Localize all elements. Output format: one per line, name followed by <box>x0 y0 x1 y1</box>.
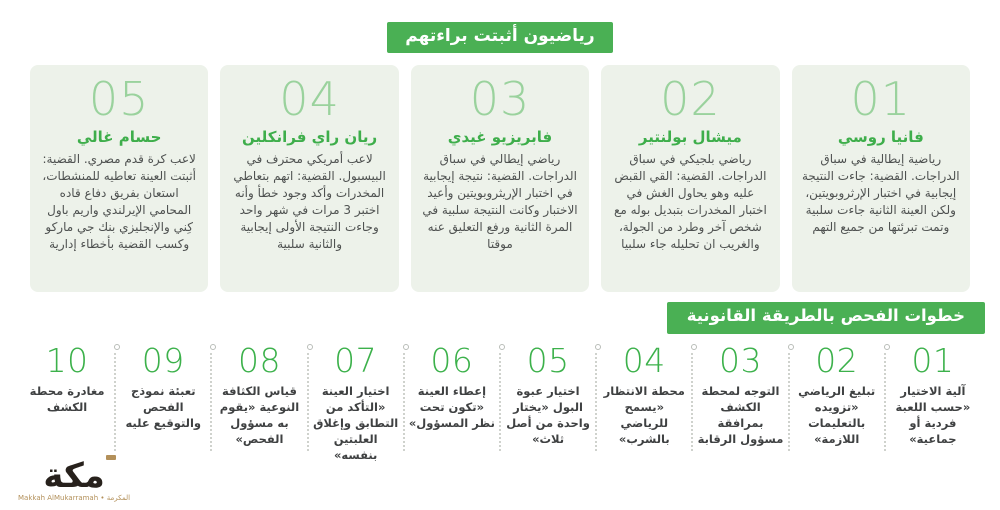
timeline-step-04 <box>597 340 691 455</box>
timeline-separator <box>210 353 212 451</box>
timeline-dot-icon <box>788 344 794 350</box>
athlete-card-01 <box>792 65 970 292</box>
step-text: محطة الانتظار «يسمح للرياضي بالشرب» <box>603 383 685 447</box>
makkah-newspaper-logo <box>18 456 131 502</box>
step-number: 08 <box>237 340 281 380</box>
step-number: 07 <box>334 340 378 380</box>
timeline-step-06 <box>405 340 499 455</box>
athlete-number: 03 <box>469 72 531 126</box>
timeline-step-09 <box>116 340 210 455</box>
timeline-dot-icon <box>499 344 505 350</box>
athletes-row <box>30 65 970 292</box>
athlete-card-04 <box>220 65 398 292</box>
logo-wordmark: مكة <box>43 456 105 496</box>
step-number: 06 <box>430 340 474 380</box>
athlete-name: فانيا روسي <box>837 127 924 146</box>
timeline-dot-icon <box>595 344 601 350</box>
athlete-number: 04 <box>279 72 340 126</box>
logo-subtitle: المكرمة • Makkah AlMukarramah <box>18 494 131 502</box>
athlete-number: 02 <box>660 72 721 126</box>
timeline-step-07 <box>309 340 403 463</box>
athlete-description: رياضية إيطالية في سباق الدراجات. القضية: جاءت النتيجة إيجابية في اختبار الإرثروبويتين، ولكن العينة الثانية جاءت سلبية وتمت تبرئتها من جميع التهم <box>801 151 960 235</box>
athlete-card-03 <box>411 65 589 292</box>
steps-banner: خطوات الفحص بالطريقة القانونية <box>667 302 985 334</box>
step-text: قياس الكثافة النوعية «يقوم به مسؤول الفحص» <box>219 383 300 447</box>
athlete-description: لاعب أمريكي محترف في البيسبول. القضية: اتهم بتعاطي المخدرات وأكد وجود خطأ وأنه اختبر 3 مرات في شهر واحد وجاءت النتيجة الأولى إيجابية والثانية سلبية <box>233 151 386 252</box>
step-number: 09 <box>141 340 185 380</box>
step-number: 01 <box>911 340 955 380</box>
timeline-dot-icon <box>210 344 216 350</box>
timeline-step-01 <box>886 340 980 455</box>
timeline-step-03 <box>693 340 787 455</box>
step-text: مغادرة محطة الكشف <box>29 383 105 414</box>
infographic-page <box>0 22 1000 510</box>
timeline-dot-icon <box>403 344 409 350</box>
step-text: اختيار العينة «التأكد من التطابق وإغلاق العلبتين بنفسه» <box>313 383 399 463</box>
timeline-separator <box>499 353 501 451</box>
athlete-name: حسام غالي <box>76 127 162 146</box>
athlete-description: لاعب كرة قدم مصري. القضية: أثبتت العينة تعاطيه للمنشطات، استعان بفريق دفاع قاده المحامي الإيرلندي واريم باول كِني والإنجليزي بنك جي ماركو وكسب القضية بأخطاء إدارية <box>42 151 196 252</box>
step-number: 03 <box>718 340 762 380</box>
timeline-dot-icon <box>114 344 120 350</box>
step-text: إعطاء العينة «تكون تحت نظر المسؤول» <box>408 383 495 430</box>
athlete-number: 05 <box>88 72 150 126</box>
timeline-separator <box>403 353 405 451</box>
step-text: آلية الاختيار «حسب اللعبة فردية أو جماعية» <box>895 383 971 447</box>
timeline-step-10 <box>20 340 114 455</box>
timeline-dot-icon <box>307 344 313 350</box>
timeline-separator <box>788 353 790 451</box>
athlete-name: فابريزيو غيدي <box>447 127 553 146</box>
athlete-description: رياضي إيطالي في سباق الدراجات. القضية: نتيجة إيجابية في اختبار الإريثروبويتين وأعيد الاختبار وكانت النتيجة سلبية في المرة الثانية ورفع التعليق عنه موقتا <box>422 151 578 252</box>
athlete-name: ريان راي فرانكلين <box>242 127 378 146</box>
athlete-description: رياضي بلجيكي في سباق الدراجات. القضية: القي القبض عليه وهو يحاول الغش في اختبار المخدرات بتبديل بوله مع شخص آخر وطرد من الجولة، والغريب ان تحليله جاء سلبيا <box>613 151 767 252</box>
logo-accent-icon <box>106 455 116 460</box>
timeline-separator <box>691 353 693 451</box>
timeline-step-05 <box>501 340 595 455</box>
title-banner: رياضيون أثبتت براءتهم <box>387 22 612 53</box>
step-text: اختيار عبوة البول «يختار واحدة من أصل ثلاث» <box>506 383 590 447</box>
step-number: 04 <box>622 340 666 380</box>
athlete-number: 01 <box>850 72 912 126</box>
step-text: التوجه لمحطة الكشف بمرافقة مسؤول الرقابة <box>697 383 784 447</box>
step-text: تبليغ الرياضي «تزويده بالتعليمات اللازمة» <box>798 383 876 447</box>
athlete-card-02 <box>601 65 779 292</box>
timeline-step-08 <box>212 340 306 455</box>
timeline-dot-icon <box>691 344 697 350</box>
timeline-separator <box>595 353 597 451</box>
athlete-card-05 <box>30 65 208 292</box>
timeline-separator <box>884 353 886 451</box>
timeline-dot-icon <box>884 344 890 350</box>
step-number: 05 <box>526 340 570 380</box>
step-number: 10 <box>45 340 89 380</box>
timeline-separator <box>307 353 309 451</box>
timeline-step-02 <box>790 340 884 455</box>
step-text: تعبئة نموذج الفحص والتوقيع عليه <box>125 383 202 430</box>
steps-timeline <box>20 340 980 463</box>
athlete-name: ميشال بولنتير <box>638 127 742 146</box>
step-number: 02 <box>815 340 859 380</box>
timeline-separator <box>114 353 116 451</box>
